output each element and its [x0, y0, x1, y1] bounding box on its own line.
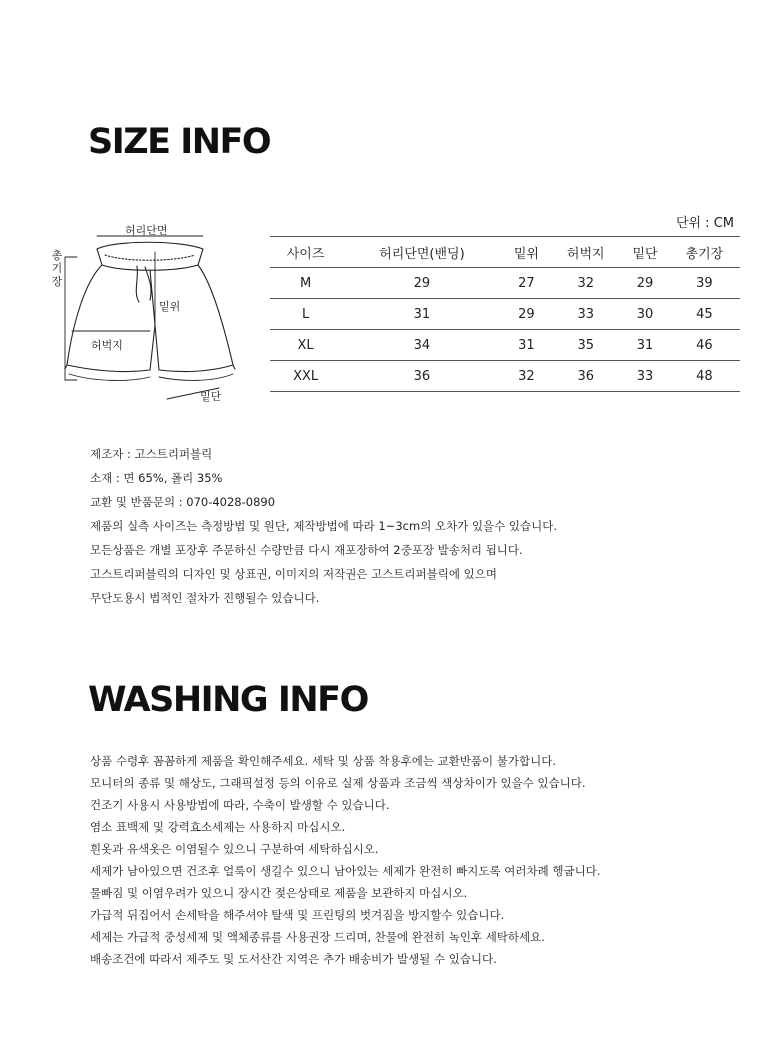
list-item: 고스트리퍼블릭의 디자인 및 상표권, 이미지의 저작권은 고스트리퍼블릭에 있으며	[90, 567, 497, 581]
list-item: 상품 수령후 꼼꼼하게 제품을 확인해주세요. 세탁 및 상품 착용후에는 교환반품이 불가합니다.	[90, 754, 557, 768]
table-cell: 32	[503, 361, 550, 392]
list-item: 흰옷과 유색옷은 이염될수 있으니 구분하여 세탁하십시오.	[90, 842, 379, 856]
washing-info-list	[90, 753, 600, 973]
table-cell: 35	[550, 330, 621, 361]
header-rise: 밑위	[503, 237, 550, 268]
list-item: 모든상품은 개별 포장후 주문하신 수량만큼 다시 재포장하여 2중포장 발송처리 됩니다.	[90, 543, 523, 557]
table-cell: XXL	[270, 361, 341, 392]
table-cell: 45	[669, 299, 740, 330]
table-cell: 48	[669, 361, 740, 392]
list-item: 가급적 뒤집어서 손세탁을 해주셔야 탈색 및 프린팅의 벗겨짐을 방지할수 있습니다.	[90, 908, 505, 922]
table-cell: 32	[550, 268, 621, 299]
table-cell: L	[270, 299, 341, 330]
list-item: 제조자 : 고스트리퍼블릭	[90, 447, 213, 461]
list-item: 무단도용시 법적인 절차가 진행될수 있습니다.	[90, 591, 320, 605]
list-item: 물빠짐 및 이염우려가 있으니 장시간 젖은상태로 제품을 보관하지 마십시오.	[90, 886, 468, 900]
list-item: 배송조건에 따라서 제주도 및 도서산간 지역은 추가 배송비가 발생될 수 있습니다.	[90, 952, 497, 966]
table-cell: 30	[621, 299, 668, 330]
header-waist: 허리단면(밴딩)	[341, 237, 503, 268]
shorts-drawing	[55, 222, 255, 407]
table-cell: 33	[550, 299, 621, 330]
table-row	[270, 330, 740, 361]
table-row	[270, 268, 740, 299]
size-table-header	[270, 237, 740, 268]
table-row	[270, 361, 740, 392]
table-cell: 36	[341, 361, 503, 392]
list-item: 염소 표백제 및 강력효소세제는 사용하지 마십시오.	[90, 820, 346, 834]
table-row	[270, 299, 740, 330]
rise-label: 밑위	[159, 300, 181, 313]
list-item: 건조기 사용시 사용방법에 따라, 수축이 발생할 수 있습니다.	[90, 798, 390, 812]
length-label: 총기장	[51, 249, 63, 288]
table-cell: 33	[621, 361, 668, 392]
table-cell: 31	[341, 299, 503, 330]
header-length: 총기장	[669, 237, 740, 268]
hem-label: 밑단	[200, 390, 222, 403]
shorts-diagram	[51, 222, 255, 407]
table-cell: 29	[341, 268, 503, 299]
header-size: 사이즈	[270, 237, 341, 268]
table-cell: 39	[669, 268, 740, 299]
size-info-title: SIZE INFO	[88, 122, 271, 162]
table-cell: 27	[503, 268, 550, 299]
header-hem: 밑단	[621, 237, 668, 268]
table-cell: 31	[621, 330, 668, 361]
list-item: 세제는 가급적 중성세제 및 액체종류를 사용권장 드리며, 찬물에 완전히 녹인후 세탁하세요.	[90, 930, 545, 944]
table-cell: 31	[503, 330, 550, 361]
washing-info-title: WASHING INFO	[88, 680, 368, 720]
table-cell: M	[270, 268, 341, 299]
table-cell: 36	[550, 361, 621, 392]
header-thigh: 허벅지	[550, 237, 621, 268]
table-cell: 29	[621, 268, 668, 299]
list-item: 세제가 남아있으면 건조후 얼룩이 생길수 있으니 남아있는 세제가 완전히 빠지도록 여러차례 헹굽니다.	[90, 864, 601, 878]
product-info-list	[90, 446, 557, 614]
table-cell: XL	[270, 330, 341, 361]
unit-label: 단위 : CM	[675, 216, 734, 231]
list-item: 제품의 실측 사이즈는 측정방법 및 원단, 제작방법에 따라 1~3cm의 오차가 있을수 있습니다.	[90, 519, 558, 533]
list-item: 모니터의 종류 및 해상도, 그래픽설정 등의 이유로 실제 상품과 조금씩 색상차이가 있을수 있습니다.	[90, 776, 586, 790]
waistband-shape	[97, 242, 203, 270]
list-item: 교환 및 반품문의 : 070-4028-0890	[90, 495, 276, 509]
table-cell: 29	[503, 299, 550, 330]
table-cell: 46	[669, 330, 740, 361]
table-cell: 34	[341, 330, 503, 361]
waist-label: 허리단면	[125, 224, 168, 237]
list-item: 소재 : 면 65%, 폴리 35%	[90, 471, 223, 485]
thigh-label: 허벅지	[91, 339, 123, 352]
length-measure-line	[65, 257, 77, 380]
size-table	[270, 236, 740, 392]
drawstring	[136, 266, 151, 302]
